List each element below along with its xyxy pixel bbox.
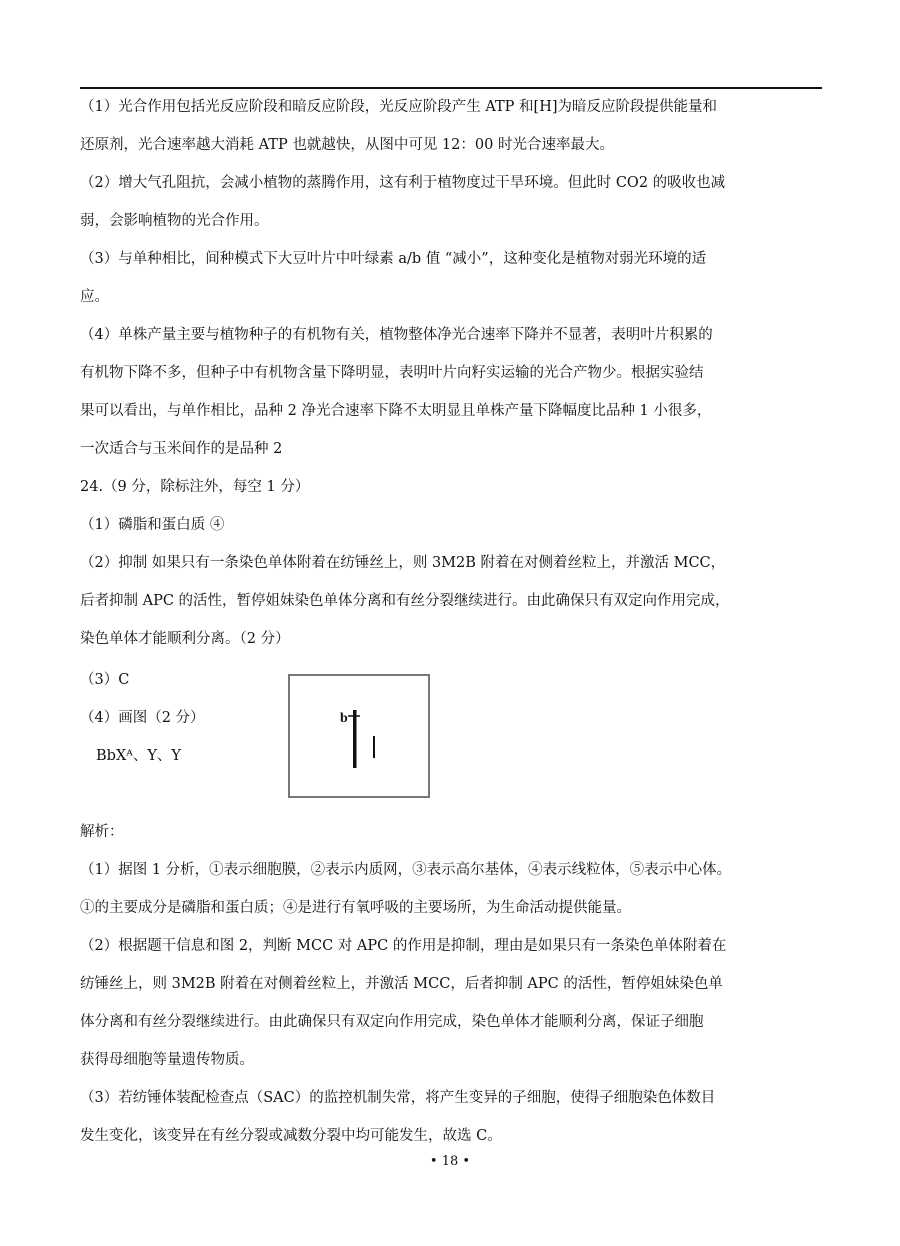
chromosome-drawing [288,674,430,798]
chromosome-diagram [290,676,428,796]
text-line: 体分离和有丝分裂继续进行。由此确保只有双定向作用完成，染色单体才能顺利分离，保证子细胞 [80,1014,704,1030]
analysis-text [80,813,824,1155]
text-line: （2）增大气孔阻抗，会减小植物的蒸腾作用，这有利于植物度过干旱环境。但此时 CO2 的吸收也减 [80,175,726,191]
text-line: ①的主要成分是磷脂和蛋白质；④是进行有氧呼吸的主要场所，为生命活动提供能量。 [80,900,631,916]
text-line: 获得母细胞等量遗传物质。 [80,1052,254,1068]
question-heading: 24.（9 分，除标注外，每空 1 分） [80,479,310,495]
text-line: （1）光合作用包括光反应阶段和暗反应阶段，光反应阶段产生 ATP 和[H]为暗反应阶段提供能量和 [80,99,718,115]
text-line: （2）抑制 如果只有一条染色单体附着在纺锤丝上，则 3M2B 附着在对侧着丝粒上，并激活 MCC， [80,555,726,571]
text-line: 发生变化，该变异在有丝分裂或减数分裂中均可能发生，故选 C。 [80,1128,502,1144]
text-line: 弱，会影响植物的光合作用。 [80,213,269,229]
text-line: 一次适合与玉米间作的是品种 2 [80,441,283,457]
text-line: （1）磷脂和蛋白质 ④ [80,517,225,533]
text-line: （1）据图 1 分析，①表示细胞膜，②表示内质网，③表示高尔基体，④表示线粒体，⑤表示中心体。 [80,862,732,878]
allele-label: b [340,711,348,726]
text-line: 纺锤丝上，则 3M2B 附着在对侧着丝粒上，并激活 MCC，后者抑制 APC 的活性，暂停姐妹染色单 [80,976,723,992]
chromosome-short [373,736,375,758]
text-line: 应。 [80,289,109,305]
text-line: （4）单株产量主要与植物种子的有机物有关，植物整体净光合速率下降并不显著，表明叶片积累的 [80,327,713,343]
answer-text-top [80,88,824,658]
text-line: 后者抑制 APC 的活性，暂停姐妹染色单体分离和有丝分裂继续进行。由此确保只有双定向作用完成， [80,593,730,609]
text-line: （3）若纺锤体装配检查点（SAC）的监控机制失常，将产生变异的子细胞，使得子细胞染色体数目 [80,1090,716,1106]
text-line: （3）与单种相比，间种模式下大豆叶片中叶绿素 a/b 值 “减小”，这种变化是植物对弱光环境的适 [80,251,707,267]
text-line: 果可以看出，与单作相比，品种 2 净光合速率下降不太明显且单株产量下降幅度比品种 1 小很多， [80,403,712,419]
page-number: • 18 • [429,1154,471,1169]
genotype-text: BbXᴬ、Y、Y [96,748,181,764]
answer-4: （4）画图（2 分） [80,710,205,726]
text-line: （2）根据题干信息和图 2，判断 MCC 对 APC 的作用是抑制，理由是如果只有一条染色单体附着在 [80,938,727,954]
answer-3: （3）C [80,672,130,688]
text-line: 还原剂，光合速率越大消耗 ATP 也就越快，从图中可见 12：00 时光合速率最大。 [80,137,614,153]
analysis-heading: 解析： [80,824,124,840]
text-line: 有机物下降不多，但种子中有机物含量下降明显，表明叶片向籽实运输的光合产物少。根据实验结 [80,365,704,381]
text-line: 染色单体才能顺利分离。（2 分） [80,631,290,647]
chromosome-long [353,710,357,768]
